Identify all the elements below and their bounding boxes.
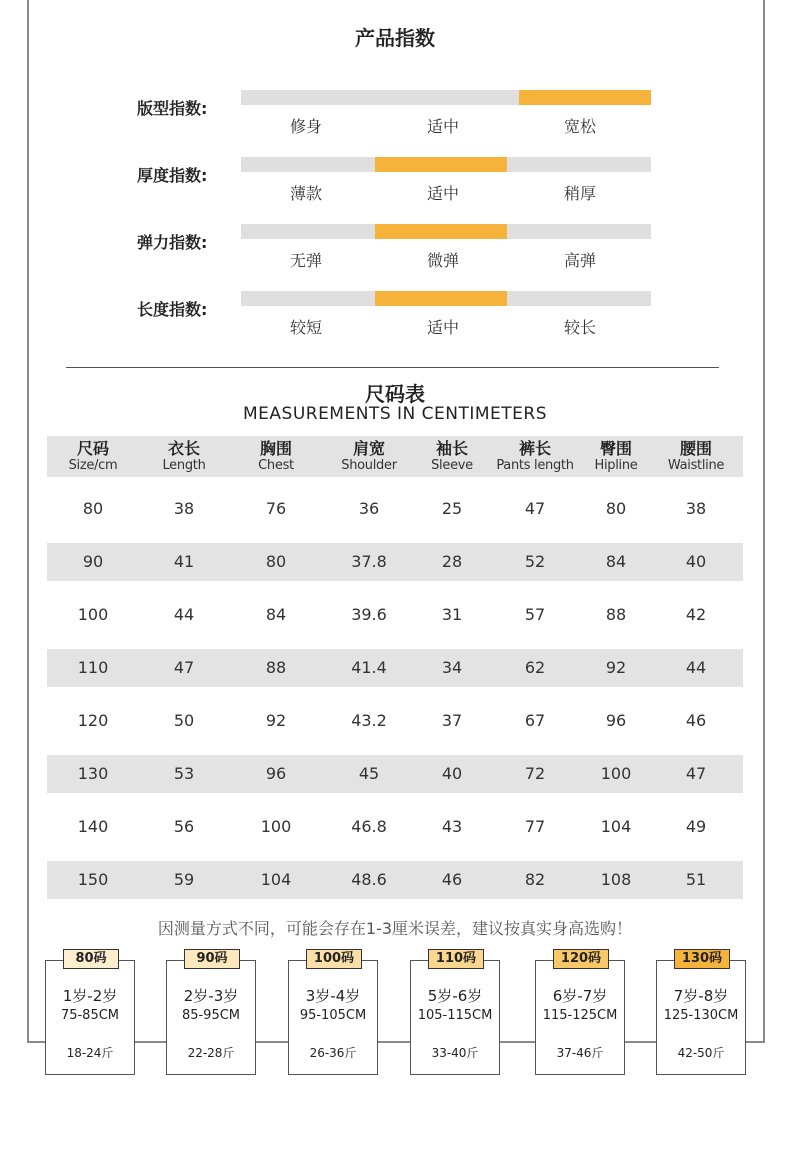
index-option: 薄款 (289, 184, 322, 203)
table-row (47, 861, 743, 899)
table-cell: 88 (605, 605, 627, 624)
column-header-en: Hipline (594, 458, 638, 473)
index-label: 厚度指数: (137, 166, 208, 185)
table-cell: 46 (441, 870, 463, 889)
table-cell: 38 (685, 499, 707, 518)
section-divider (66, 367, 719, 368)
column-header-en: Chest (258, 458, 294, 473)
index-bar (241, 157, 651, 172)
size-card (535, 951, 625, 1075)
index-option: 较短 (289, 318, 322, 337)
size-card-height: 125-130CM (663, 1008, 739, 1023)
table-row (47, 543, 743, 581)
table-cell: 42 (685, 605, 707, 624)
table-cell: 40 (685, 552, 707, 571)
size-card (45, 951, 135, 1075)
column-header (571, 436, 661, 474)
size-card-age: 7岁-8岁 (673, 987, 729, 1005)
index-bar-highlight (375, 291, 507, 306)
table-row (47, 596, 743, 634)
table-cell: 46 (685, 711, 707, 730)
table-cell: 53 (173, 764, 195, 783)
index-bar (241, 90, 651, 105)
index-option: 宽松 (563, 117, 596, 136)
table-cell: 28 (441, 552, 463, 571)
table-cell: 37 (441, 711, 463, 730)
table-cell: 41.4 (351, 658, 387, 677)
size-card-age: 6岁-7岁 (552, 987, 608, 1005)
table-cell: 150 (77, 870, 109, 889)
size-chart-subtitle: MEASUREMENTS IN CENTIMETERS (242, 404, 548, 424)
table-cell: 100 (77, 605, 109, 624)
table-cell: 140 (77, 817, 109, 836)
product-index-title: 产品指数 (355, 26, 435, 50)
size-card (166, 951, 256, 1075)
table-cell: 72 (524, 764, 546, 783)
size-card-tag: 130码 (674, 949, 730, 969)
table-row (47, 649, 743, 687)
index-option: 修身 (289, 117, 322, 136)
index-option: 适中 (426, 318, 459, 337)
size-card-tag: 90码 (184, 949, 240, 969)
size-card-height: 75-85CM (60, 1008, 120, 1023)
index-bar (241, 291, 651, 306)
size-card-tag: 110码 (428, 949, 484, 969)
table-row (47, 490, 743, 528)
table-cell: 59 (173, 870, 195, 889)
index-label: 版型指数: (137, 99, 208, 118)
table-cell: 120 (77, 711, 109, 730)
size-card-tag: 80码 (63, 949, 119, 969)
column-header (490, 436, 580, 474)
index-option: 微弹 (426, 251, 459, 270)
size-card (410, 951, 500, 1075)
table-cell: 84 (605, 552, 627, 571)
table-cell: 67 (524, 711, 546, 730)
index-bar-highlight (375, 224, 507, 239)
table-cell: 44 (685, 658, 707, 677)
column-header-cn: 肩宽 (352, 439, 385, 458)
table-cell: 38 (173, 499, 195, 518)
index-option: 高弹 (563, 251, 596, 270)
table-cell: 62 (524, 658, 546, 677)
table-cell: 80 (605, 499, 627, 518)
table-cell: 43.2 (351, 711, 387, 730)
column-header-cn: 裤长 (518, 439, 551, 458)
table-cell: 41 (173, 552, 195, 571)
column-header (139, 436, 229, 474)
measurement-note: 因测量方式不同，可能会存在1-3厘米误差，建议按真实身高选购！ (157, 919, 633, 938)
table-cell: 100 (260, 817, 292, 836)
column-header (231, 436, 321, 474)
size-card-weight: 26-36斤 (309, 1046, 357, 1060)
size-card-weight: 37-46斤 (556, 1046, 604, 1060)
column-header-cn: 臀围 (599, 439, 632, 458)
table-cell: 44 (173, 605, 195, 624)
column-header-cn: 腰围 (679, 439, 712, 458)
size-card-weight: 18-24斤 (66, 1046, 114, 1060)
table-cell: 47 (524, 499, 546, 518)
index-option: 适中 (426, 184, 459, 203)
size-card-weight: 22-28斤 (187, 1046, 235, 1060)
table-cell: 100 (600, 764, 632, 783)
size-card-height: 95-105CM (299, 1008, 367, 1023)
table-cell: 52 (524, 552, 546, 571)
table-cell: 56 (173, 817, 195, 836)
table-cell: 130 (77, 764, 109, 783)
index-option: 较长 (563, 318, 596, 337)
column-header (48, 436, 138, 474)
table-cell: 40 (441, 764, 463, 783)
size-card-weight: 33-40斤 (431, 1046, 479, 1060)
table-cell: 45 (358, 764, 380, 783)
table-cell: 104 (600, 817, 632, 836)
index-bar-highlight (375, 157, 507, 172)
table-cell: 31 (441, 605, 463, 624)
size-card-age: 2岁-3岁 (183, 987, 239, 1005)
table-row (47, 702, 743, 740)
table-cell: 90 (82, 552, 104, 571)
table-cell: 43 (441, 817, 463, 836)
table-cell: 48.6 (351, 870, 387, 889)
column-header-cn: 尺码 (76, 439, 109, 458)
column-header-cn: 胸围 (259, 439, 292, 458)
size-card-age: 3岁-4岁 (305, 987, 361, 1005)
column-header (651, 436, 741, 474)
table-cell: 36 (358, 499, 380, 518)
index-label: 弹力指数: (137, 233, 208, 252)
table-cell: 34 (441, 658, 463, 677)
table-cell: 50 (173, 711, 195, 730)
size-card-tag: 120码 (553, 949, 609, 969)
column-header-en: Sleeve (431, 458, 473, 473)
column-header-en: Length (162, 458, 206, 473)
table-cell: 108 (600, 870, 632, 889)
table-cell: 76 (265, 499, 287, 518)
index-option: 稍厚 (563, 184, 596, 203)
column-header-cn: 衣长 (167, 439, 200, 458)
table-cell: 82 (524, 870, 546, 889)
table-cell: 80 (82, 499, 104, 518)
column-header-en: Waistline (667, 458, 725, 473)
size-card-height: 105-115CM (417, 1008, 493, 1023)
table-cell: 25 (441, 499, 463, 518)
table-cell: 92 (265, 711, 287, 730)
size-card-tag: 100码 (306, 949, 362, 969)
table-cell: 51 (685, 870, 707, 889)
size-chart-title: 尺码表 (365, 382, 425, 406)
size-card (288, 951, 378, 1075)
size-card (656, 951, 746, 1075)
table-cell: 39.6 (351, 605, 387, 624)
table-row (47, 755, 743, 793)
index-bar (241, 224, 651, 239)
table-cell: 92 (605, 658, 627, 677)
table-cell: 96 (605, 711, 627, 730)
column-header (407, 436, 497, 474)
table-cell: 57 (524, 605, 546, 624)
size-card-height: 85-95CM (181, 1008, 241, 1023)
table-cell: 49 (685, 817, 707, 836)
column-header (324, 436, 414, 474)
table-cell: 47 (173, 658, 195, 677)
index-bar-highlight (519, 90, 651, 105)
table-cell: 80 (265, 552, 287, 571)
table-cell: 77 (524, 817, 546, 836)
column-header-en: Shoulder (341, 458, 397, 473)
size-table-header (47, 436, 743, 477)
index-option: 适中 (426, 117, 459, 136)
size-card-height: 115-125CM (542, 1008, 618, 1023)
table-cell: 110 (77, 658, 109, 677)
table-cell: 104 (260, 870, 292, 889)
index-label: 长度指数: (137, 300, 208, 319)
table-cell: 47 (685, 764, 707, 783)
table-row (47, 808, 743, 846)
size-card-weight: 42-50斤 (677, 1046, 725, 1060)
table-cell: 88 (265, 658, 287, 677)
table-cell: 37.8 (351, 552, 387, 571)
size-card-age: 1岁-2岁 (62, 987, 118, 1005)
table-cell: 96 (265, 764, 287, 783)
index-option: 无弹 (289, 251, 322, 270)
table-cell: 46.8 (351, 817, 387, 836)
table-cell: 84 (265, 605, 287, 624)
column-header-cn: 袖长 (435, 439, 468, 458)
column-header-en: Size/cm (68, 458, 118, 473)
size-card-age: 5岁-6岁 (427, 987, 483, 1005)
column-header-en: Pants length (496, 458, 574, 473)
